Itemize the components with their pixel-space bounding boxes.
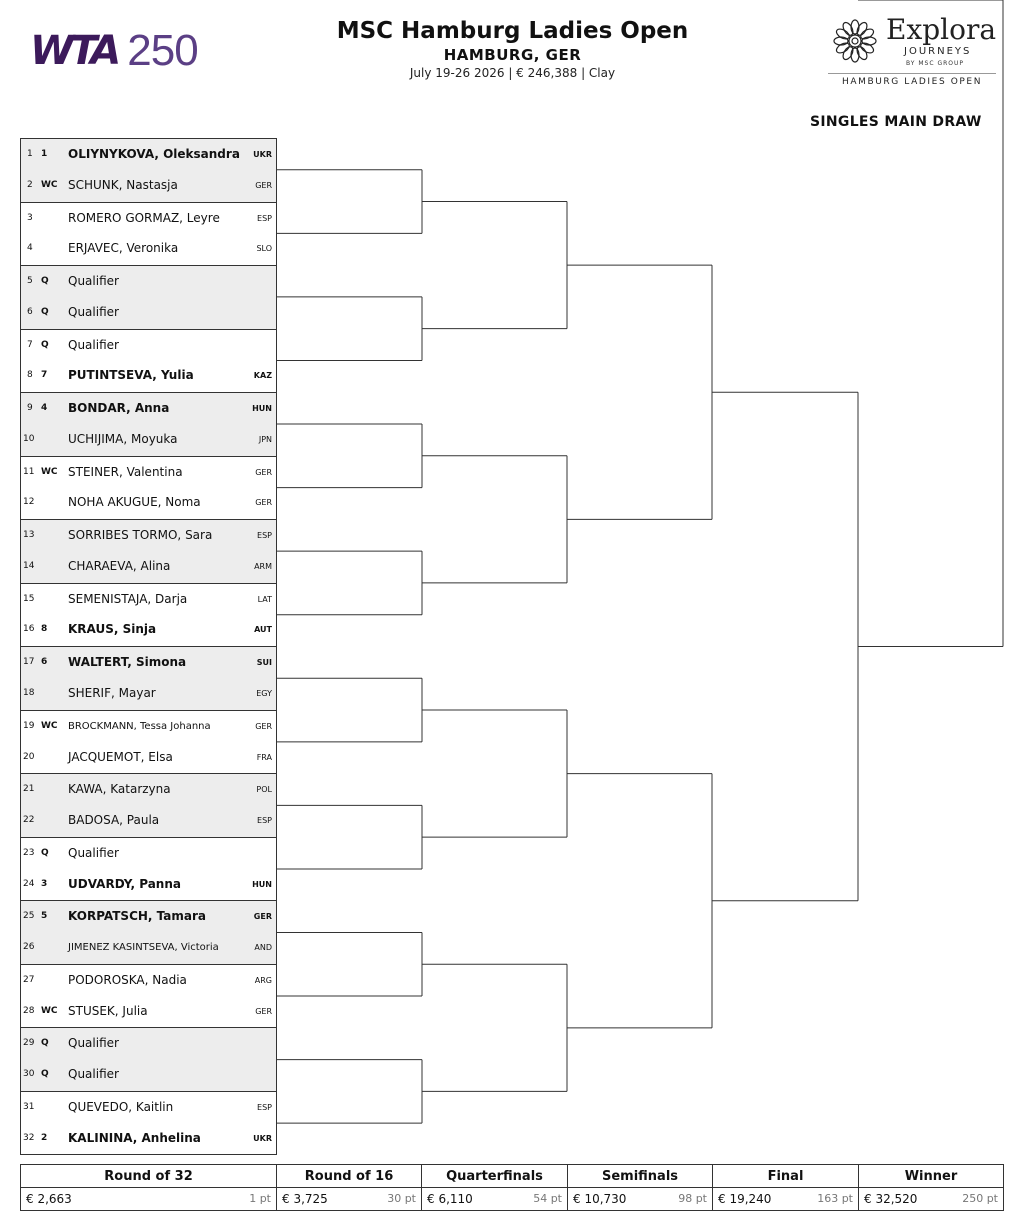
seed-label: 4 — [41, 403, 48, 414]
draw-position: 4 — [27, 243, 33, 254]
ranking-points: 163 pt — [817, 1192, 853, 1205]
sponsor-brand: Explora — [886, 13, 997, 46]
tournament-header — [300, 16, 725, 82]
seed-label: WC — [41, 179, 58, 190]
player-name: KALININA, Anhelina — [68, 1130, 201, 1145]
sponsor-logo — [828, 14, 996, 90]
draw-position: 18 — [23, 688, 35, 699]
draw-position: 6 — [27, 306, 33, 317]
draw-position: 21 — [23, 784, 35, 795]
player-name: UCHIJIMA, Moyuka — [68, 431, 178, 446]
round-name: Round of 16 — [277, 1165, 422, 1188]
seed-label: 8 — [41, 624, 48, 635]
player-row — [20, 233, 277, 265]
player-nationality: GER — [255, 180, 272, 190]
player-name: SCHUNK, Nastasja — [68, 177, 178, 192]
seed-label: 2 — [41, 1132, 48, 1143]
sponsor-group: BY MSC GROUP — [906, 60, 964, 67]
player-name: Qualifier — [68, 1067, 119, 1082]
draw-position: 30 — [23, 1069, 35, 1080]
player-nationality: UKR — [253, 1133, 272, 1143]
player-name: PODOROSKA, Nadia — [68, 972, 187, 987]
prize-money: € 10,730 — [573, 1192, 627, 1206]
prize-cell — [277, 1188, 422, 1211]
tournament-city: HAMBURG, GER — [443, 46, 582, 64]
tier-logo-text: 250 — [127, 26, 198, 75]
player-name: STUSEK, Julia — [68, 1003, 148, 1018]
draw-position: 23 — [23, 847, 35, 858]
player-name: KORPATSCH, Tamara — [68, 909, 207, 924]
draw-position: 8 — [27, 370, 33, 381]
tournament-info: July 19-26 2026 | € 246,388 | Clay — [409, 66, 616, 80]
player-row — [20, 329, 277, 361]
draw-position: 27 — [23, 974, 35, 985]
draw-position: 16 — [23, 624, 35, 635]
round-name: Semifinals — [568, 1165, 713, 1188]
player-row — [20, 964, 277, 996]
prize-money: € 6,110 — [427, 1192, 473, 1206]
player-nationality: UKR — [253, 150, 272, 159]
seed-label: 3 — [41, 878, 48, 889]
player-name: WALTERT, Simona — [68, 655, 187, 670]
seed-label: 6 — [41, 657, 48, 668]
player-row — [20, 1091, 277, 1123]
player-row — [20, 614, 277, 646]
draw-position: 1 — [27, 149, 33, 159]
player-row — [20, 297, 277, 329]
sponsor-subtitle: JOURNEYS — [904, 46, 972, 57]
ranking-points: 1 pt — [249, 1192, 271, 1205]
player-row — [20, 360, 277, 392]
draw-position: 31 — [23, 1101, 35, 1112]
player-name: BADOSA, Paula — [68, 813, 160, 828]
sponsor-divider — [828, 73, 996, 74]
player-row — [20, 678, 277, 710]
draw-position: 2 — [27, 179, 33, 190]
prize-money: € 2,663 — [26, 1192, 72, 1206]
tournament-title: MSC Hamburg Ladies Open — [336, 18, 689, 44]
player-row — [20, 424, 277, 456]
ranking-points: 30 pt — [387, 1192, 416, 1205]
round-name: Quarterfinals — [422, 1165, 568, 1188]
prize-value-row — [21, 1188, 1004, 1211]
draw-position: 29 — [23, 1038, 35, 1049]
player-nationality: ESP — [257, 1102, 272, 1112]
ranking-points: 98 pt — [678, 1192, 707, 1205]
player-row — [20, 837, 277, 869]
draw-position: 26 — [23, 942, 35, 953]
wta-250-logo — [30, 26, 198, 75]
player-name: QUEVEDO, Kaitlin — [68, 1099, 174, 1114]
draw-position: 9 — [27, 403, 33, 414]
player-row — [20, 138, 277, 170]
player-name: OLIYNYKOVA, Oleksandra — [68, 147, 240, 161]
draw-position: 32 — [23, 1132, 35, 1143]
player-nationality: GER — [255, 1006, 272, 1016]
draw-position: 13 — [23, 530, 35, 541]
player-row — [20, 1027, 277, 1059]
player-list — [20, 138, 277, 1155]
player-nationality: ESP — [257, 816, 272, 826]
draw-position: 7 — [27, 339, 33, 350]
seed-label: WC — [41, 720, 58, 731]
round-name: Final — [713, 1165, 859, 1188]
player-nationality: LAT — [257, 594, 272, 604]
player-row — [20, 170, 277, 202]
player-name: SHERIF, Mayar — [68, 686, 156, 701]
player-nationality: GER — [255, 498, 272, 508]
seed-label: 7 — [41, 370, 48, 381]
seed-label: Q — [41, 1038, 49, 1049]
player-row — [20, 487, 277, 519]
player-nationality: SLO — [256, 244, 272, 254]
prize-money: € 3,725 — [282, 1192, 328, 1206]
rosette-icon — [830, 16, 880, 66]
draw-position: 17 — [23, 657, 35, 668]
player-name: SEMENISTAJA, Darja — [68, 591, 188, 606]
seed-label: Q — [41, 847, 49, 858]
round-name: Round of 32 — [21, 1165, 277, 1188]
draw-position: 19 — [23, 720, 35, 731]
player-row — [20, 900, 277, 932]
player-name: JIMENEZ KASINTSEVA, Victoria — [68, 942, 219, 954]
draw-position: 12 — [23, 497, 35, 508]
draw-position: 10 — [23, 433, 35, 444]
seed-label: 1 — [41, 149, 48, 159]
draw-position: 22 — [23, 815, 35, 826]
player-name: KAWA, Katarzyna — [68, 782, 171, 797]
seed-label: Q — [41, 339, 49, 350]
prize-cell — [859, 1188, 1004, 1211]
prize-cell — [422, 1188, 568, 1211]
player-nationality: ARG — [254, 975, 272, 985]
player-name: ERJAVEC, Veronika — [68, 241, 179, 256]
player-row — [20, 265, 277, 297]
player-name: BROCKMANN, Tessa Johanna — [68, 720, 211, 732]
player-name: KRAUS, Sinja — [68, 622, 157, 637]
player-row — [20, 1123, 277, 1155]
draw-position: 3 — [27, 212, 33, 223]
player-nationality: HUN — [252, 879, 272, 889]
seed-label: 5 — [41, 911, 48, 922]
draw-position: 11 — [23, 466, 35, 477]
player-row — [20, 1059, 277, 1091]
player-nationality: JPN — [258, 434, 272, 444]
seed-label: Q — [41, 276, 49, 287]
player-name: ROMERO GORMAZ, Leyre — [68, 210, 220, 225]
prize-cell — [21, 1188, 277, 1211]
seed-label: Q — [41, 1069, 49, 1080]
prize-money: € 32,520 — [864, 1192, 918, 1206]
round-name: Winner — [859, 1165, 1004, 1188]
player-row — [20, 519, 277, 551]
draw-position: 24 — [23, 878, 35, 889]
player-name: Qualifier — [68, 274, 119, 289]
prize-money: € 19,240 — [718, 1192, 772, 1206]
player-nationality: GER — [255, 467, 272, 477]
player-name: STEINER, Valentina — [68, 464, 183, 479]
player-nationality: KAZ — [253, 371, 272, 381]
player-row — [20, 773, 277, 805]
player-nationality: ESP — [257, 213, 272, 223]
player-nationality: ESP — [257, 531, 272, 541]
player-name: Qualifier — [68, 1036, 119, 1051]
player-row — [20, 805, 277, 837]
player-name: Qualifier — [68, 304, 119, 319]
player-nationality: POL — [256, 785, 272, 795]
player-row — [20, 742, 277, 774]
player-name: PUTINTSEVA, Yulia — [68, 368, 194, 383]
player-nationality: GER — [255, 721, 272, 731]
player-name: Qualifier — [68, 845, 119, 860]
draw-position: 20 — [23, 751, 35, 762]
draw-position: 5 — [27, 276, 33, 287]
player-row — [20, 392, 277, 424]
player-row — [20, 202, 277, 234]
player-nationality: EGY — [256, 689, 272, 699]
ranking-points: 54 pt — [533, 1192, 562, 1205]
player-row — [20, 456, 277, 488]
player-nationality: HUN — [252, 404, 272, 414]
player-row — [20, 646, 277, 678]
player-row — [20, 583, 277, 615]
seed-label: WC — [41, 466, 58, 477]
draw-position: 28 — [23, 1005, 35, 1016]
prize-cell — [713, 1188, 859, 1211]
player-nationality: SUI — [256, 658, 272, 668]
prize-money-table — [20, 1164, 1004, 1211]
player-name: UDVARDY, Panna — [68, 876, 181, 891]
player-row — [20, 551, 277, 583]
draw-position: 15 — [23, 593, 35, 604]
ranking-points: 250 pt — [962, 1192, 998, 1205]
player-row — [20, 996, 277, 1028]
sponsor-event: HAMBURG LADIES OPEN — [841, 77, 983, 87]
round-header-row — [21, 1165, 1004, 1188]
wta-logo-text: WTA — [30, 28, 118, 74]
player-name: Qualifier — [68, 337, 119, 352]
player-nationality: GER — [253, 912, 272, 922]
player-row — [20, 710, 277, 742]
player-nationality: ARM — [254, 561, 272, 571]
prize-cell — [568, 1188, 713, 1211]
player-row — [20, 932, 277, 964]
player-nationality: AND — [254, 943, 272, 953]
draw-name: SINGLES MAIN DRAW — [810, 114, 982, 130]
player-nationality: FRA — [256, 752, 272, 762]
seed-label: WC — [41, 1005, 58, 1016]
player-name: CHARAEVA, Alina — [68, 558, 171, 573]
player-name: JACQUEMOT, Elsa — [68, 749, 173, 764]
player-name: NOHA AKUGUE, Noma — [68, 495, 201, 510]
player-name: BONDAR, Anna — [68, 401, 170, 416]
draw-position: 25 — [23, 911, 35, 922]
player-row — [20, 869, 277, 901]
seed-label: Q — [41, 306, 49, 317]
draw-position: 14 — [23, 560, 35, 571]
player-name: SORRIBES TORMO, Sara — [68, 528, 213, 543]
player-nationality: AUT — [254, 625, 272, 635]
